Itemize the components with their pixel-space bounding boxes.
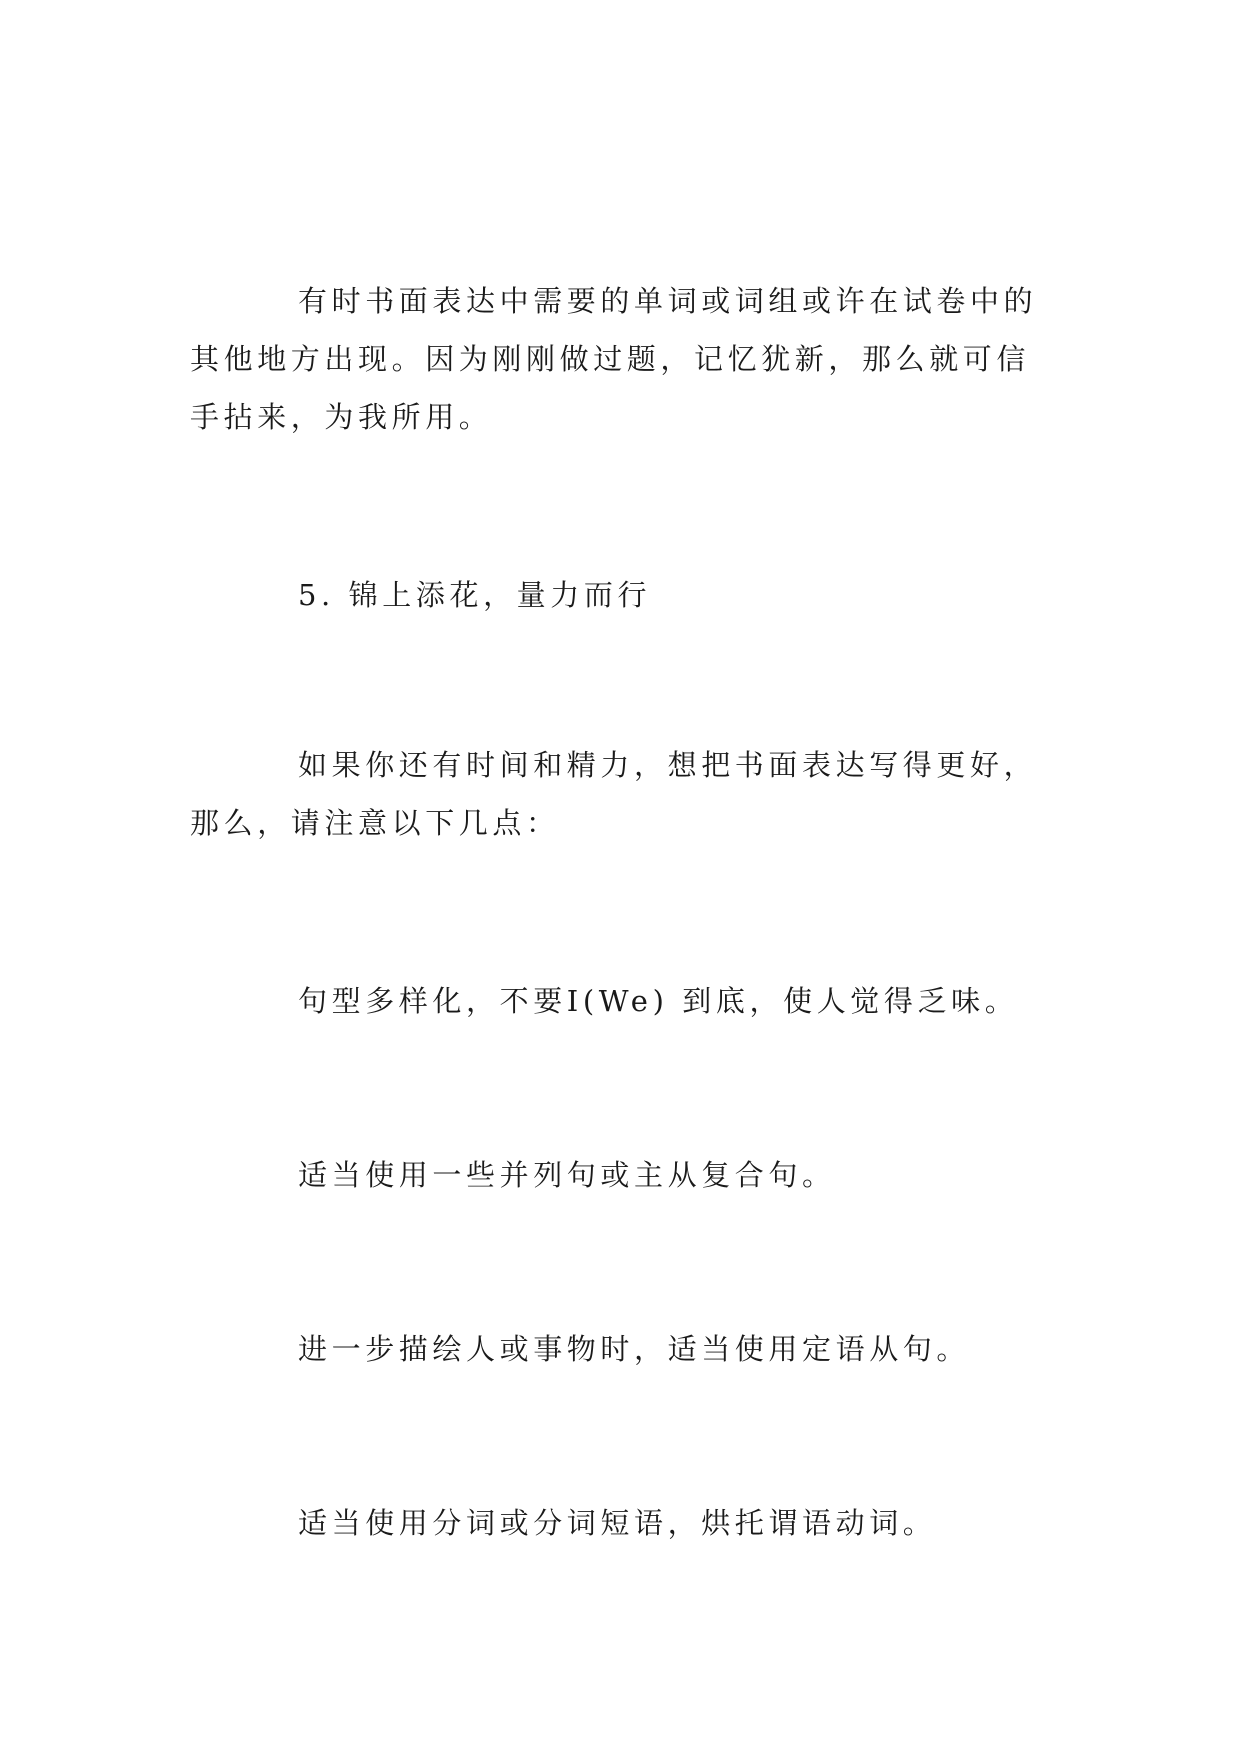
section-heading-5: 5. 锦上添花，量力而行 bbox=[298, 578, 652, 612]
tip-attributive-clauses: 进一步描绘人或事物时，适当使用定语从句。 bbox=[298, 1332, 971, 1366]
paragraph-word-reuse: 有时书面表达中需要的单词或词组或许在试卷中的其他地方出现。因为刚刚做过题，记忆犹新，那么就可信手拈来，为我所用。 bbox=[190, 284, 1038, 434]
paragraph-intro-tips: 如果你还有时间和精力，想把书面表达写得更好，那么，请注意以下几点： bbox=[190, 748, 1038, 840]
tip-participles: 适当使用分词或分词短语，烘托谓语动词。 bbox=[298, 1506, 937, 1540]
tip-compound-sentences: 适当使用一些并列句或主从复合句。 bbox=[298, 1158, 836, 1192]
tip-sentence-variety: 句型多样化，不要I(We) 到底，使人觉得乏味。 bbox=[298, 984, 1019, 1018]
